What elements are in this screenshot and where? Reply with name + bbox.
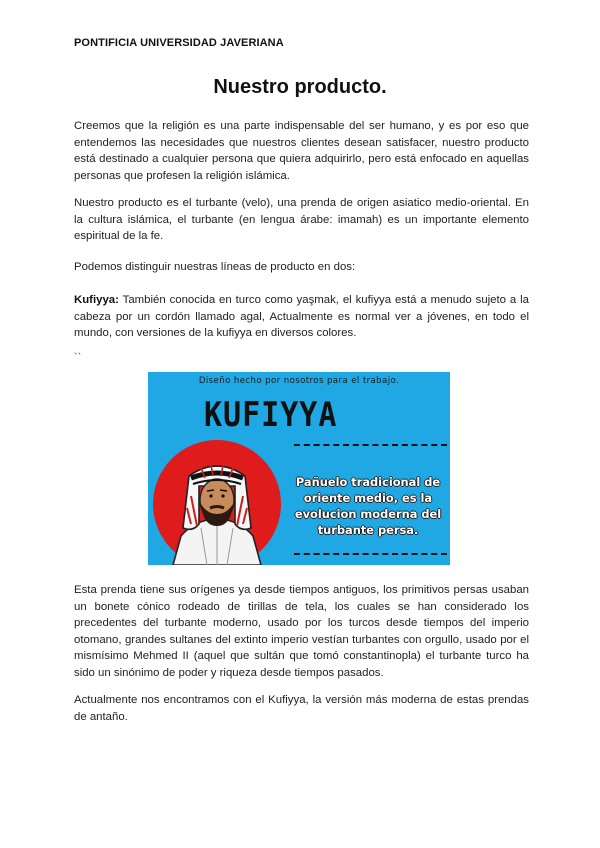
banner-title: KUFIYYA xyxy=(204,396,338,436)
paragraph-lines: Podemos distinguir nuestras líneas de producto en dos: xyxy=(74,261,356,273)
paragraph-product: Nuestro producto es el turbante (velo), una prenda de origen asiatico medio-oriental. En la cultura islámica, el turbante (en lengua árabe: imamah) es un importante elemento espiritual de la fe. xyxy=(74,197,529,243)
paragraph-closing: Actualmente nos encontramos con el Kufiyya, la versión más moderna de estas prendas de antaño. xyxy=(74,694,529,723)
institution-header: PONTIFICIA UNIVERSIDAD JAVERIANA xyxy=(74,37,284,49)
page-title: Nuestro producto. xyxy=(213,76,387,98)
man-with-kufiyya-illustration-icon xyxy=(151,438,283,565)
paragraph-history: Esta prenda tiene sus orígenes ya desde tiempos antiguos, los primitivos persas usaban un bonete cónico rodeado de tirillas de tela, los cuales se han considerado los precedentes del turbante moderno, usado por los turcos desde tiempos del imperio otomano, grandes sultanes del extinto imperio vestían turbantes con orgullo, usado por el mismísimo Mehmed II (aquel que sultán que tomó constantinopla) el turbante turco ha sido un sinónimo de poder y riqueza desde tiempos pasados. xyxy=(74,584,529,679)
banner-note: Diseño hecho por nosotros para el trabajo. xyxy=(198,376,400,386)
stray-ticks: `` xyxy=(74,352,82,364)
banner-description: Pañuelo tradicional de oriente medio, es la evolucion moderna del turbante persa. xyxy=(294,475,442,537)
dashed-divider-top xyxy=(294,444,447,446)
kufiyya-text: También conocida en turco como yaşmak, el kufiyya está a menudo sujeto a la cabeza por un cordón llamado agal, Actualmente es normal ver a jóvenes, en todo el mundo, con versiones de la kufiyya en diversos colores. xyxy=(74,294,529,340)
paragraph-intro: Creemos que la religión es una parte indispensable del ser humano, y es por eso que entendemos las necesidades que nuestros clientes desean satisfacer, nuestro producto está destinado a cualquier persona que quiera adquirirlo, pero está enfocado en aquellas personas que profesen la religión islámica. xyxy=(74,120,529,182)
dashed-divider-bottom xyxy=(294,553,447,555)
paragraph-kufiyya xyxy=(74,292,529,342)
kufiyya-banner-image xyxy=(148,372,450,565)
kufiyya-label: Kufiyya: xyxy=(74,294,119,306)
